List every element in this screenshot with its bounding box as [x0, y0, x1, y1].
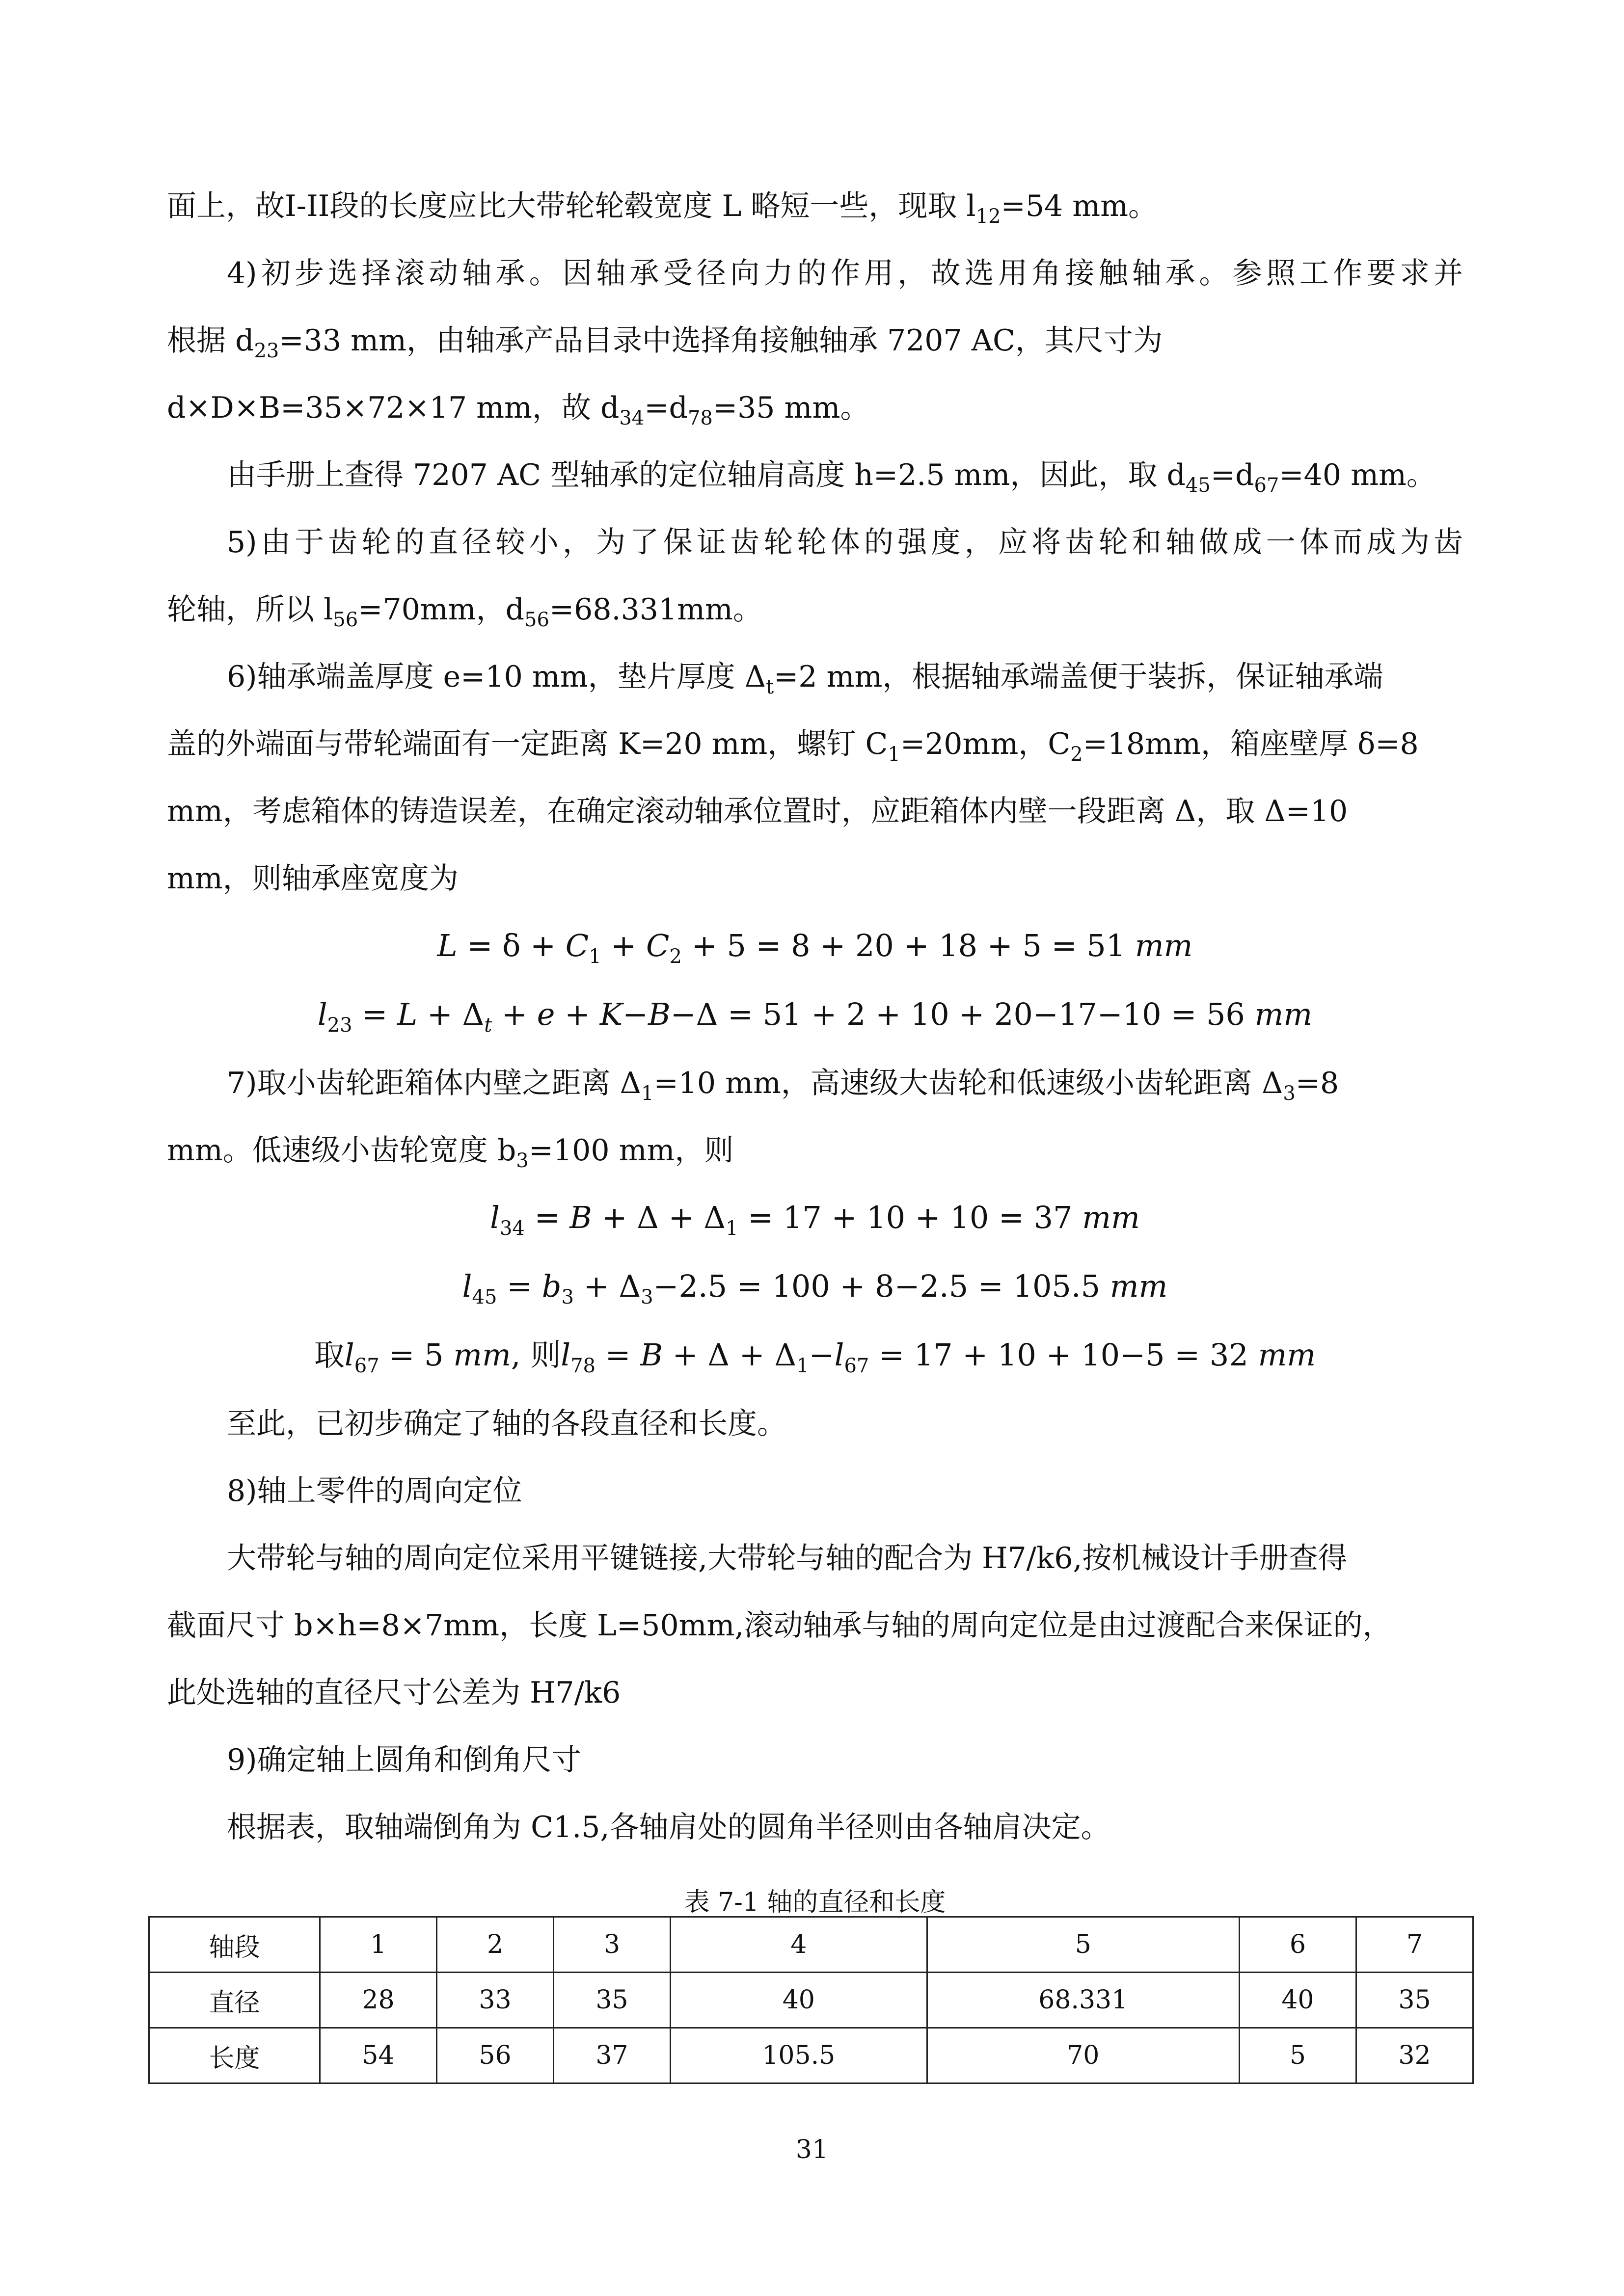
equation-l45: $l_{45} = b_3 + \Delta_3-2.5 = 100 + 8-2.5 = 105.5$ mm [462, 1268, 1168, 1308]
table-cell: 68.331 [927, 1973, 1239, 2028]
paragraph-line: 根据 $d_{23}=33$ mm，由轴承产品目录中选择角接触轴承 7207 AC，其尺寸为 [167, 323, 1163, 362]
table-cell: 35 [554, 1973, 671, 2028]
paragraph-line: 7)取小齿轮距箱体内壁之距离 $\Delta_1=10$ mm，高速级大齿轮和低速级小齿轮距离 $\Delta_3=8$ [227, 1066, 1339, 1105]
paragraph-line: mm，则轴承座宽度为 [167, 861, 459, 896]
paragraph-line: mm，考虑箱体的铸造误差，在确定滚动轴承位置时，应距箱体内壁一段距离 Δ，取 Δ=10 [167, 794, 1348, 828]
table-cell: 105.5 [671, 2028, 927, 2083]
paragraph-line: 6)轴承端盖厚度 e=10 mm，垫片厚度 $\Delta_t=2$ mm，根据轴承端盖便于装拆，保证轴承端 [227, 660, 1383, 698]
row-header: 长度 [149, 2028, 320, 2083]
table-cell: 6 [1239, 1917, 1356, 1973]
table-cell: 5 [927, 1917, 1239, 1973]
table-row [149, 1973, 1473, 2028]
table-cell: 7 [1356, 1917, 1473, 1973]
paragraph-line: 截面尺寸 b×h=8×7mm，长度 L=50mm,滚动轴承与轴的周向定位是由过渡配合来保证的， [167, 1608, 1392, 1643]
row-header: 直径 [149, 1973, 320, 2028]
table-cell: 32 [1356, 2028, 1473, 2083]
paragraph-line: 大带轮与轴的周向定位采用平键链接,大带轮与轴的配合为 H7/k6,按机械设计手册查得 [227, 1541, 1348, 1575]
shaft-dimension-table [148, 1916, 1474, 2084]
paragraph-line: 面上，故I-II段的长度应比大带轮轮毂宽度 L 略短一些，现取 $l_{12}=54$ mm。 [167, 189, 1158, 228]
table-row [149, 1917, 1473, 1973]
table-cell: 28 [320, 1973, 437, 2028]
equation-bearing-seat-width: $L = \delta + C_1 + C_2 + 5 = 8 + 20 + 18 + 5 = 51$ mm [437, 928, 1193, 968]
table-cell: 5 [1239, 2028, 1356, 2083]
table-cell: 37 [554, 2028, 671, 2083]
paragraph-line: 盖的外端面与带轮端面有一定距离 K=20 mm，螺钉 $C_1=20mm$，$C_2=18mm$，箱座壁厚 δ=8 [167, 727, 1419, 766]
equation-l23: $l_{23} = L + \Delta_t + e + K-B-\Delta = 51 + 2 + 10 + 20-17-10 = 56$ mm [317, 996, 1313, 1037]
equation-l34: $l_{34} = B + \Delta + \Delta_1 = 17 + 10 + 10 = 37$ mm [490, 1200, 1140, 1240]
table-cell: 56 [437, 2028, 554, 2083]
paragraph-line: d×D×B=35×72×17 mm，故 $d_{34}=d_{78}=35$ mm。 [167, 391, 870, 429]
table-cell: 3 [554, 1917, 671, 1973]
table-cell: 1 [320, 1917, 437, 1973]
table-row [149, 2028, 1473, 2083]
table-caption: 表 7-1 轴的直径和长度 [684, 1888, 946, 1917]
paragraph-line: 9)确定轴上圆角和倒角尺寸 [227, 1743, 581, 1777]
table-cell: 40 [671, 1973, 927, 2028]
table-cell: 35 [1356, 1973, 1473, 2028]
document-body [167, 187, 1463, 1922]
row-header: 轴段 [149, 1917, 320, 1973]
page-number: 31 [795, 2135, 829, 2164]
table-cell: 70 [927, 2028, 1239, 2083]
table-cell: 4 [671, 1917, 927, 1973]
table-cell: 2 [437, 1917, 554, 1973]
paragraph-line: 根据表，取轴端倒角为 C1.5,各轴肩处的圆角半径则由各轴肩决定。 [227, 1810, 1110, 1844]
paragraph-line: 4)初步选择滚动轴承。因轴承受径向力的作用，故选用角接触轴承。参照工作要求并 [227, 256, 1463, 291]
table-cell: 40 [1239, 1973, 1356, 2028]
paragraph-line: 此处选轴的直径尺寸公差为 H7/k6 [167, 1676, 621, 1710]
paragraph-line: 5)由于齿轮的直径较小，为了保证齿轮轮体的强度，应将齿轮和轴做成一体而成为齿 [227, 525, 1463, 560]
table-cell: 54 [320, 2028, 437, 2083]
paragraph-line: 轮轴，所以 $l_{56}=70mm$，$d_{56}=68.331mm$。 [167, 592, 762, 631]
equation-l67-l78: 取$l_{67} = 5$ mm, 则$l_{78} = B + \Delta + \Delta_1-l_{67} = 17 + 10 + 10-5 = 32$ mm [314, 1337, 1316, 1377]
paragraph-line: 8)轴上零件的周向定位 [227, 1474, 522, 1508]
table-cell: 33 [437, 1973, 554, 2028]
paragraph-line: mm。低速级小齿轮宽度 $b_3=100$ mm，则 [167, 1133, 734, 1172]
paragraph-line: 由手册上查得 7207 AC 型轴承的定位轴肩高度 h=2.5 mm，因此，取 $d_{45}=d_{67}=40$ mm。 [227, 458, 1436, 497]
paragraph-line: 至此，已初步确定了轴的各段直径和长度。 [227, 1407, 786, 1441]
